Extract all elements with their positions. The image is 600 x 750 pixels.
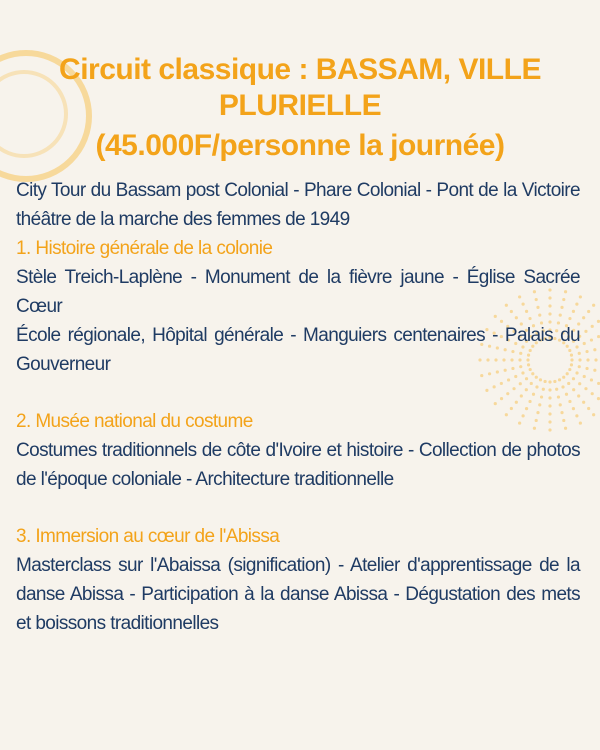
tour-description [16, 176, 580, 638]
section-2-heading: 2. Musée national du costume [16, 411, 253, 432]
section-1-paragraph-2: École régionale, Hôpital générale - Manguiers centenaires - Palais du Gouverneur [16, 325, 580, 375]
spacer [16, 494, 580, 522]
section-2-paragraph-1: Costumes traditionnels de côte d'Ivoire et histoire - Collection de photos de l'époque coloniale - Architecture traditionnelle [16, 440, 580, 490]
title-line-1: Circuit classique : BASSAM, VILLE PLURIELLE [59, 53, 541, 122]
section-3-paragraph-1: Masterclass sur l'Abaissa (signification) - Atelier d'apprentissage de la danse Abissa - Participation à la danse Abissa - Dégustation des mets et boissons traditionnelles [16, 555, 580, 634]
page-title [0, 52, 600, 164]
intro-text: City Tour du Bassam post Colonial - Phare Colonial - Pont de la Victoire théâtre de la marche des femmes de 1949 [16, 180, 580, 230]
spacer [16, 379, 580, 407]
title-line-2: (45.000F/personne la journée) [95, 129, 505, 162]
section-1-paragraph-1: Stèle Treich-Laplène - Monument de la fièvre jaune - Église Sacrée Cœur [16, 267, 580, 317]
section-3-heading: 3. Immersion au cœur de l'Abissa [16, 526, 280, 547]
section-1-heading: 1. Histoire générale de la colonie [16, 238, 273, 259]
